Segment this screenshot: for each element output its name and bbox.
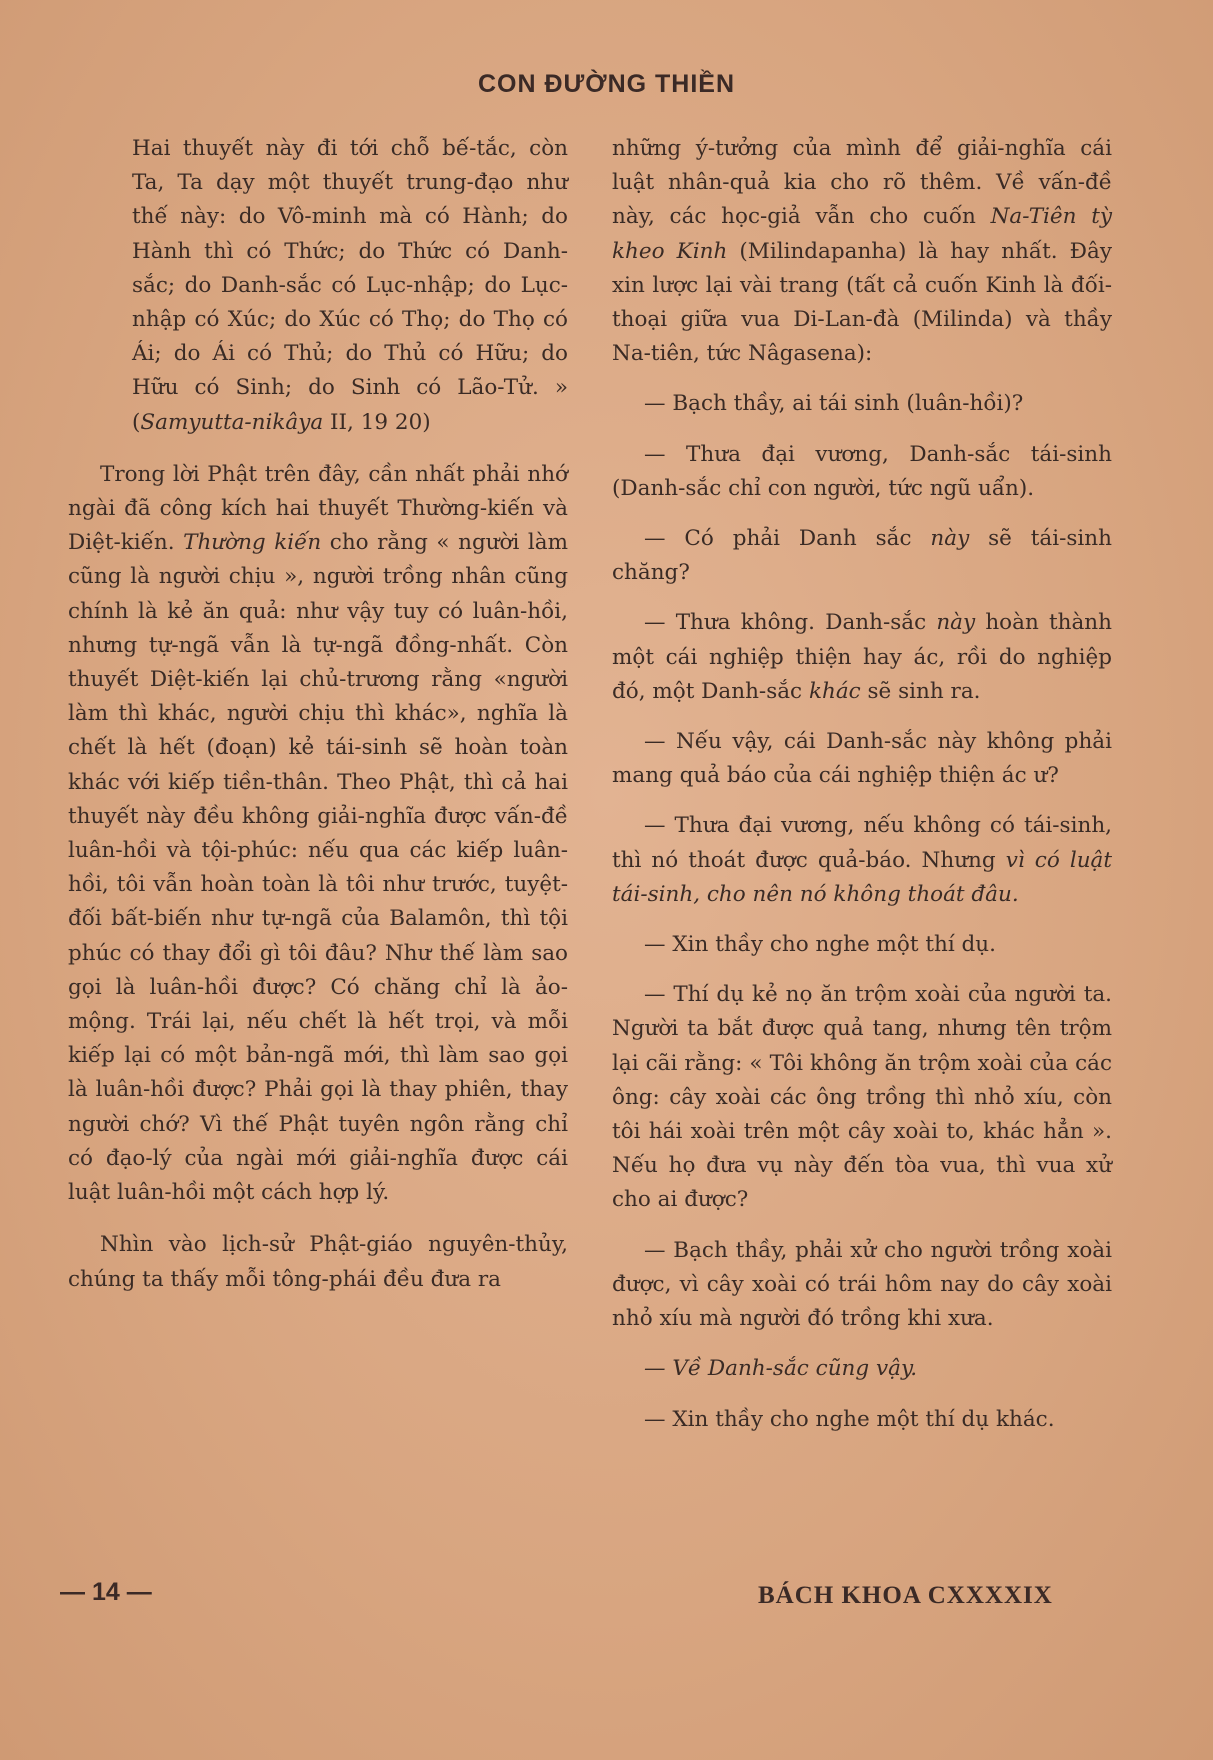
dialogue-line: — Nếu vậy, cái Danh-sắc này không phải mang quả báo của cái nghiệp thiện ác ư? <box>612 729 1112 789</box>
dialogue-line: — Có phải Danh sắc này sẽ tái-sinh chăng? <box>612 526 1112 586</box>
dialogue-line: — Thưa không. Danh-sắc này hoàn thành một cái nghiệp thiện hay ác, rồi do nghiệp đó, một Danh-sắc khác sẽ sinh ra. <box>612 610 1112 704</box>
dialogue-line: — Thưa đại vương, nếu không có tái-sinh, thì nó thoát được quả-báo. Nhưng vì có luật tái-sinh, cho nên nó không thoát đâu. <box>612 813 1113 907</box>
dialogue-line: — Về Danh-sắc cũng vậy. <box>644 1356 918 1382</box>
dialogue-line: — Xin thầy cho nghe một thí dụ. <box>644 932 996 958</box>
buddha-quote: Hai thuyết này đi tới chỗ bế-tắc, còn Ta, Ta dạy một thuyết trung-đạo như thế này: do Vô-minh mà có Hành; do Hành thì có Thức; do Thức có Danh-sắc; do Danh-sắc có Lục-nhập; do Lục-nhập có Xúc; do Xúc có Thọ; do Thọ có Ái; do Ái có Thủ; do Thủ có Hữu; do Hữu có Sinh; do Sinh có Lão-Tử. » (Samyutta-nikâya II, 19 20) <box>132 136 568 435</box>
paragraph: những ý-tưởng của mình để giải-nghĩa cái luật nhân-quả kia cho rõ thêm. Về vấn-đề này, các học-giả vẫn cho cuốn Na-Tiên tỳ kheo Kinh (Milindapanha) là hay nhất. Đây xin lược lại vài trang (tất cả cuốn Kinh là đối-thoại giữa vua Di-Lan-đà (Milinda) và thầy Na-tiên, tức Nâgasena): <box>612 136 1113 367</box>
running-header: CON ĐƯỜNG THIỀN <box>477 70 736 98</box>
left-column <box>68 132 568 1297</box>
quote-source: Samyutta-nikâya <box>140 409 324 435</box>
page-number: — 14 — <box>60 1578 152 1606</box>
dialogue-line: — Thí dụ kẻ nọ ăn trộm xoài của người ta. Người ta bắt được quả tang, nhưng tên trộm lại cãi rằng: « Tôi không ăn trộm xoài của các ông: cây xoài các ông trồng thì nhỏ xíu, còn tôi hái xoài trên một cây xoài to, khác hẳn ». Nếu họ đưa vụ này đến tòa vua, thì vua xử cho ai được? <box>612 982 1112 1213</box>
dialogue-line: — Xin thầy cho nghe một thí dụ khác. <box>644 1406 1055 1432</box>
dialogue-line: — Bạch thầy, phải xử cho người trồng xoài được, vì cây xoài có trái hôm nay do cây xoài nhỏ xíu mà người đó trồng khi xưa. <box>612 1237 1112 1332</box>
dialogue-line: — Bạch thầy, ai tái sinh (luân-hồi)? <box>644 391 1024 417</box>
publication-footer: BÁCH KHOA CXXXXIX <box>758 1582 1053 1609</box>
right-column <box>612 132 1112 1437</box>
paragraph: Nhìn vào lịch-sử Phật-giáo nguyên-thủy, chúng ta thấy mỗi tông-phái đều đưa ra <box>68 1232 568 1292</box>
paragraph: Trong lời Phật trên đây, cần nhất phải nhớ ngài đã công kích hai thuyết Thường-kiến và Diệt-kiến. Thường kiến cho rằng « người làm cũng là người chịu », người trồng nhân cũng chính là kẻ ăn quả: như vậy tuy có luân-hồi, nhưng tự-ngã vẫn là tự-ngã đồng-nhất. Còn thuyết Diệt-kiến lại chủ-trương rằng «người làm thì khác, người chịu thì khác», nghĩa là chết là hết (đoạn) kẻ tái-sinh sẽ hoàn toàn khác với kiếp tiền-thân. Theo Phật, thì cả hai thuyết này đều không giải-nghĩa được vấn-đề luân-hồi và tội-phúc: nếu qua các kiếp luân-hồi, tôi vẫn hoàn toàn là tôi như trước, tuyệt-đối bất-biến như tự-ngã của Balamôn, thì tội phúc có thay đổi gì tôi đâu? Như thế làm sao gọi là luân-hồi được? Có chăng chỉ là ảo-mộng. Trái lại, nếu chết là hết trọi, và mỗi kiếp lại có một bản-ngã mới, thì làm sao gọi là luân-hồi được? Phải gọi là thay phiên, thay người chớ? Vì thế Phật tuyên ngôn rằng chỉ có đạo-lý của ngài mới giải-nghĩa được cái luật luân-hồi một cách hợp lý. <box>68 461 569 1206</box>
dialogue-line: — Thưa đại vương, Danh-sắc tái-sinh (Danh-sắc chỉ con người, tức ngũ uẩn). <box>612 441 1112 501</box>
